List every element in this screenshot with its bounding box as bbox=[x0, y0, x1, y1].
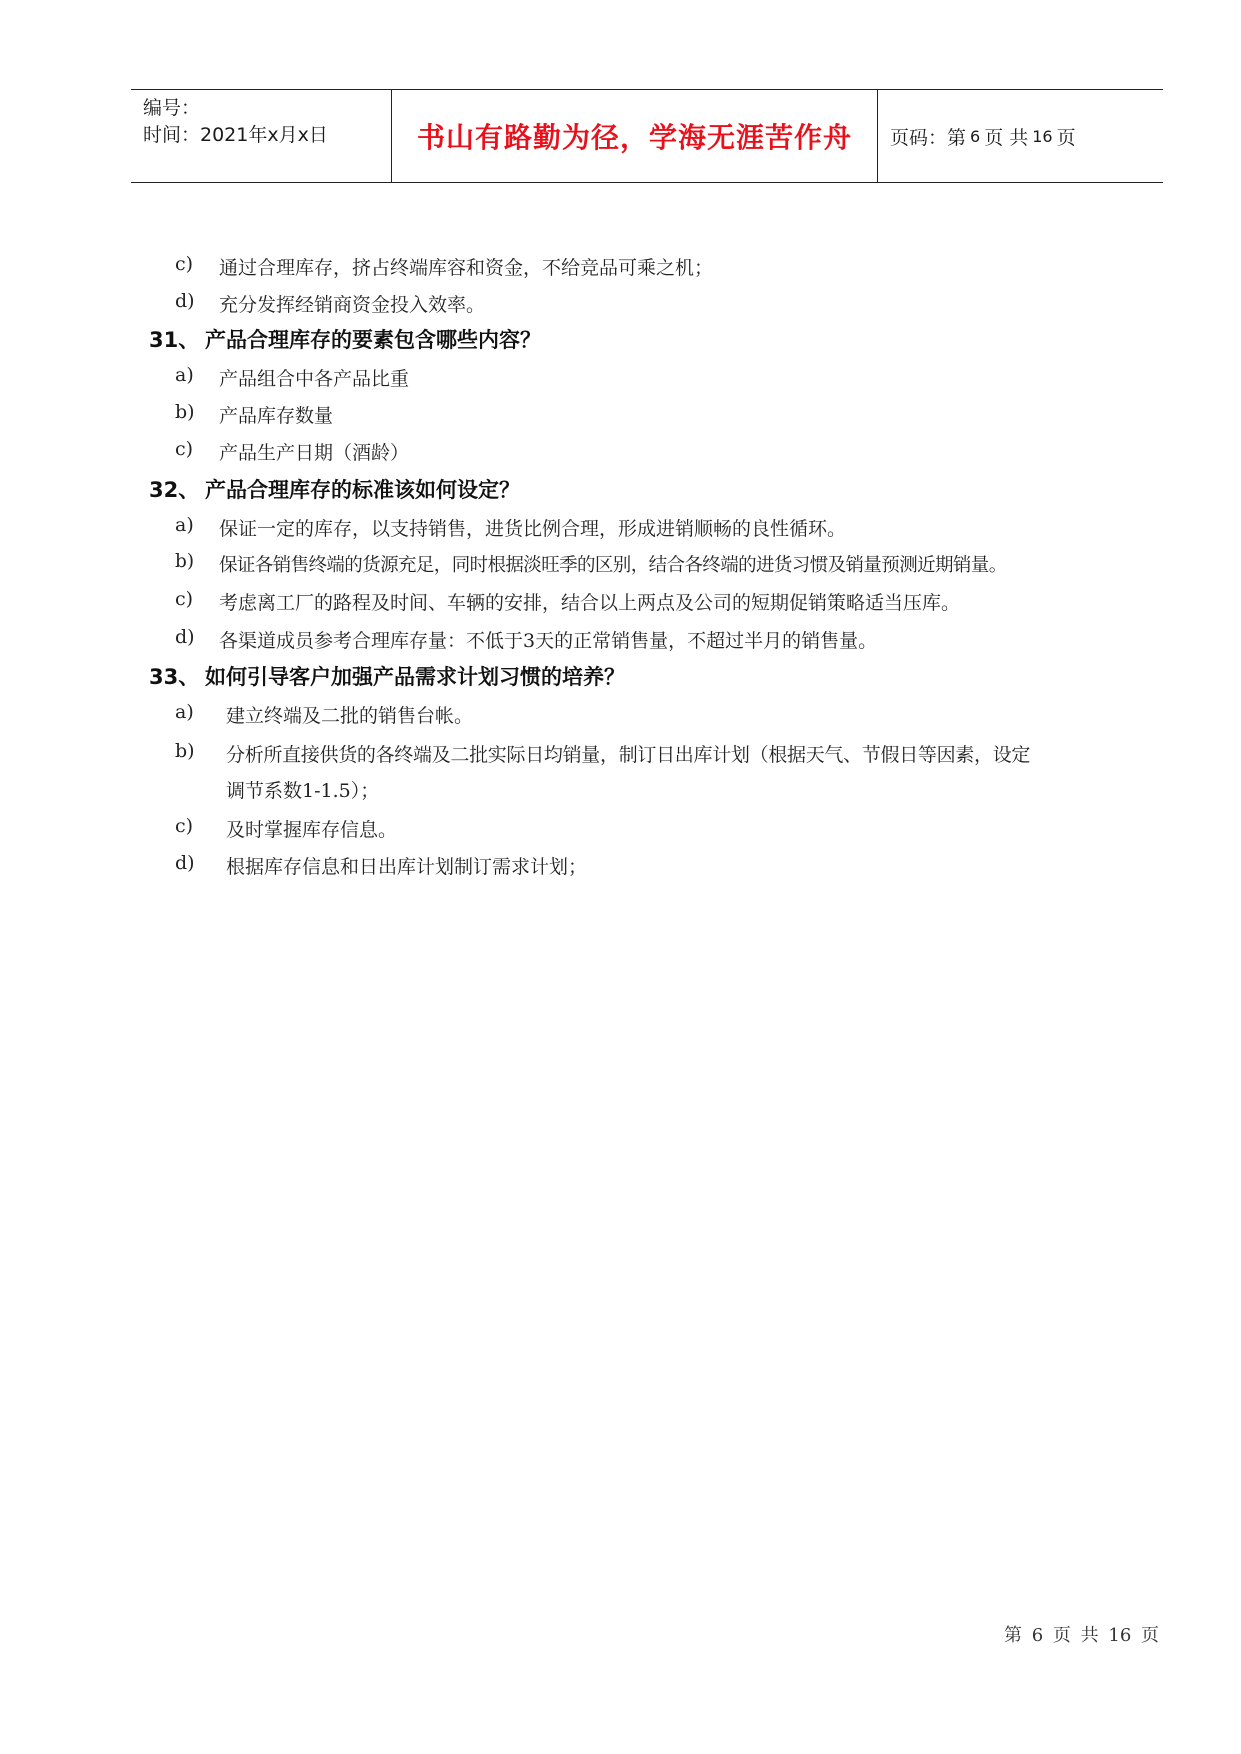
item-marker: c) bbox=[175, 588, 194, 610]
question-title: 产品合理库存的标准该如何设定？ bbox=[205, 478, 520, 502]
item-marker: d) bbox=[175, 290, 195, 312]
item-text: 产品组合中各产品比重 bbox=[219, 368, 410, 390]
header-motto: 书山有路勤为径，学海无涯苦作舟 bbox=[391, 90, 878, 182]
item-marker: a) bbox=[175, 701, 194, 723]
page-footer: 第 6 页 共 16 页 bbox=[1004, 1625, 1159, 1646]
item-marker: b) bbox=[175, 740, 195, 762]
item-marker: b) bbox=[175, 401, 195, 423]
item-text: 建立终端及二批的销售台帐。 bbox=[226, 705, 474, 727]
document-header bbox=[131, 89, 1163, 183]
question-number: 33、 bbox=[149, 665, 200, 689]
question-title: 如何引导客户加强产品需求计划习惯的培养？ bbox=[205, 665, 625, 689]
item-text: 调节系数1-1.5）； bbox=[226, 780, 380, 802]
item-text: 分析所直接供货的各终端及二批实际日均销量，制订日出库计划（根据天气、节假日等因素，设定 bbox=[226, 744, 1031, 766]
item-text: 通过合理库存，挤占终端库容和资金，不给竞品可乘之机； bbox=[219, 257, 714, 279]
header-meta bbox=[131, 90, 391, 182]
item-marker: c) bbox=[175, 815, 194, 837]
question-number: 31、 bbox=[149, 328, 200, 352]
item-marker: c) bbox=[175, 253, 194, 275]
question-number: 32、 bbox=[149, 478, 200, 502]
item-text: 各渠道成员参考合理库存量：不低于3天的正常销售量，不超过半月的销售量。 bbox=[219, 630, 878, 652]
item-marker: d) bbox=[175, 626, 195, 648]
page-current: 6 bbox=[970, 126, 981, 146]
item-text: 产品库存数量 bbox=[219, 405, 334, 427]
question-heading bbox=[149, 324, 541, 354]
item-text: 充分发挥经销商资金投入效率。 bbox=[219, 294, 486, 316]
item-text: 保证一定的库存，以支持销售，进货比例合理，形成进销顺畅的良性循环。 bbox=[219, 518, 847, 540]
question-title: 产品合理库存的要素包含哪些内容？ bbox=[205, 328, 541, 352]
item-marker: a) bbox=[175, 514, 194, 536]
document-time-label: 时间：2021年x月x日 bbox=[143, 124, 328, 146]
page-prefix: 页码：第 bbox=[890, 126, 967, 149]
item-text: 考虑离工厂的路程及时间、车辆的安排，结合以上两点及公司的短期促销策略适当压库。 bbox=[219, 592, 961, 614]
document-number-label: 编号： bbox=[143, 97, 201, 119]
item-marker: a) bbox=[175, 364, 194, 386]
page-suffix: 页 bbox=[1056, 126, 1076, 149]
item-text: 保证各销售终端的货源充足，同时根据淡旺季的区别，结合各终端的进货习惯及销量预测近期销量。 bbox=[219, 555, 1007, 576]
header-page-number bbox=[878, 90, 1163, 182]
item-marker: c) bbox=[175, 438, 194, 460]
item-marker: b) bbox=[175, 551, 195, 572]
item-marker: d) bbox=[175, 852, 195, 874]
page-total: 16 bbox=[1032, 126, 1053, 146]
item-text: 根据库存信息和日出库计划制订需求计划； bbox=[226, 856, 588, 878]
page-mid: 页 共 bbox=[984, 126, 1029, 149]
question-heading bbox=[149, 661, 625, 691]
item-text: 产品生产日期（酒龄） bbox=[219, 442, 410, 464]
question-heading bbox=[149, 474, 520, 504]
item-text: 及时掌握库存信息。 bbox=[226, 819, 398, 841]
